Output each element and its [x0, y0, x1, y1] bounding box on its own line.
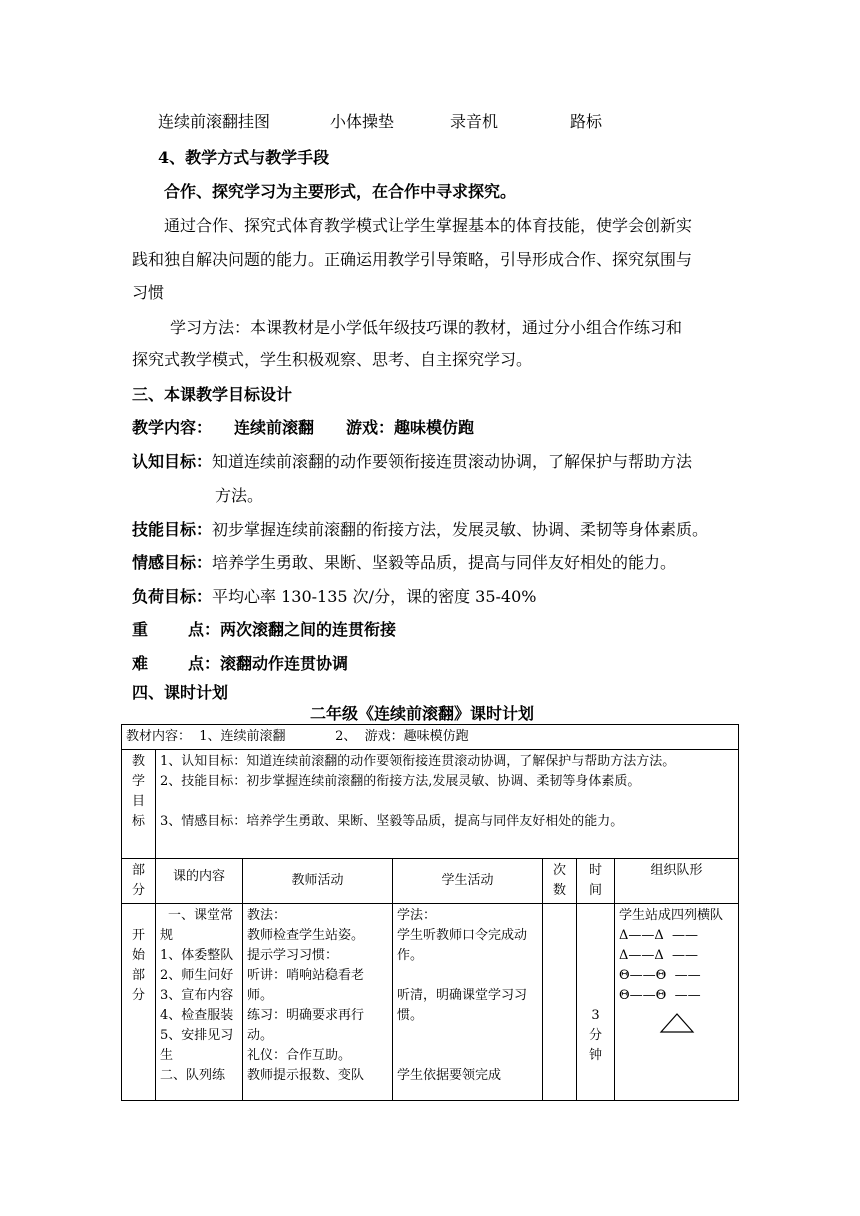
- section-heading: 4、教学方式与教学手段: [158, 148, 330, 167]
- content-item: 连续前滚翻: [234, 418, 315, 437]
- header-part: [122, 859, 156, 904]
- material-cell: 教材内容： 1、连续前滚翻 2、 游戏：趣味模仿跑: [122, 725, 739, 750]
- key-point-text: 两次滚翻之间的连贯衔接: [220, 620, 397, 639]
- goal-item: 1、认知目标：知道连续前滚翻的动作要领衔接连贯滚动协调，了解保护与帮助方法方法。: [160, 754, 676, 769]
- bold-statement: 合作、探究学习为主要形式，在合作中寻求探究。: [164, 182, 517, 201]
- goal-label-char: 目: [131, 794, 145, 809]
- equipment-item: 录音机: [450, 112, 499, 131]
- key-point-label: 重: [132, 620, 149, 639]
- table-row: [122, 904, 739, 1101]
- section-heading: 四、课时计划: [132, 683, 229, 702]
- teacher-line: 礼仪：合作互助。: [247, 1048, 352, 1063]
- table-row: [122, 750, 739, 859]
- equipment-line: [158, 112, 603, 132]
- content-cell: [156, 904, 243, 1101]
- part-char: 始: [131, 948, 145, 963]
- key-point-label: 点：: [188, 620, 221, 639]
- goal-label-cell: [122, 750, 156, 859]
- goal-text: 平均心率 130-135 次/分，课的密度 35-40%: [212, 587, 537, 606]
- goal-item: 3、情感目标：培养学生勇敢、果断、坚毅等品质，提高与同伴友好相处的能力。: [160, 814, 624, 829]
- table-header-row: [122, 859, 739, 904]
- paragraph-line: 学习方法：本课教材是小学低年级技巧课的教材，通过分小组合作练习和: [170, 318, 683, 337]
- goal-label: 情感目标：: [132, 553, 213, 572]
- content-line: [132, 418, 475, 438]
- goal-continuation: 方法。: [215, 486, 264, 505]
- content-label: 教学内容：: [132, 418, 213, 437]
- goal-label-char: 教: [131, 754, 145, 769]
- goal-text-cell: [156, 750, 739, 859]
- goal-line: [132, 553, 676, 573]
- header-teacher: 教师活动: [243, 859, 393, 904]
- goal-label: 认知目标：: [132, 452, 213, 471]
- teacher-line: 提示学习习惯：: [247, 948, 339, 963]
- header-char: 时: [588, 863, 602, 878]
- teacher-line: 教师检查学生站姿。: [247, 928, 365, 943]
- teacher-line: 练习：明确要求再行动。: [247, 1008, 365, 1043]
- paragraph-line: 通过合作、探究式体育教学模式让学生掌握基本的体育技能，使学会创新实: [164, 216, 693, 235]
- paragraph-line: 习惯: [132, 283, 165, 302]
- goal-label: 技能目标：: [132, 520, 213, 539]
- student-cell: [393, 904, 543, 1101]
- goal-label-char: 学: [131, 774, 145, 789]
- header-student: 学生活动: [393, 859, 543, 904]
- student-line: 学法：: [397, 908, 437, 923]
- content-item: 游戏：趣味模仿跑: [346, 418, 475, 437]
- goal-text: 知道连续前滚翻的动作要领衔接连贯滚动协调，了解保护与帮助方法: [212, 452, 693, 471]
- header-times: [543, 859, 577, 904]
- header-char: 间: [588, 883, 602, 898]
- table-row: [122, 725, 739, 750]
- student-line: 学生依据要领完成: [397, 1068, 502, 1083]
- part-cell: [122, 904, 156, 1101]
- content-item: 4、检查服装: [160, 1008, 234, 1023]
- equipment-item: 路标: [570, 112, 603, 131]
- part-char: 部: [131, 968, 145, 983]
- student-line: 听清，明确课堂学习习惯。: [397, 988, 528, 1023]
- teacher-cell: [243, 904, 393, 1101]
- teacher-line: 听讲：哨响站稳看老师。: [247, 968, 365, 1003]
- teacher-line: 教法：: [247, 908, 287, 923]
- table-title: 二年级《连续前滚翻》课时计划: [310, 704, 535, 723]
- difficulty-label: 点：: [188, 654, 221, 673]
- content-item: 3、宣布内容: [160, 988, 234, 1003]
- header-char: 部: [131, 863, 145, 878]
- part-char: 分: [131, 988, 145, 1003]
- student-line: [397, 1026, 538, 1066]
- header-content: 课的内容: [156, 859, 243, 904]
- formation-row: Δ——Δ ——: [619, 948, 699, 963]
- paragraph-line: 探究式教学模式，学生积极观察、思考、自主探究学习。: [132, 350, 533, 369]
- time-cell: [577, 904, 615, 1101]
- header-formation: 组织队形: [615, 859, 739, 904]
- equipment-item: 小体操垫: [330, 112, 395, 131]
- content-item: 2、师生问好: [160, 968, 234, 983]
- header-char: 分: [131, 883, 145, 898]
- difficulty-label: 难: [132, 654, 149, 673]
- formation-row: Θ——Θ ——: [619, 968, 701, 983]
- time-char: 3: [591, 1008, 600, 1023]
- content-item: 一、课堂常规: [160, 908, 234, 943]
- key-point-line: [132, 620, 397, 640]
- content-item: 1、体委整队: [160, 948, 234, 963]
- header-time: [577, 859, 615, 904]
- time-char: 钟: [588, 1048, 602, 1063]
- goal-line: [132, 520, 708, 540]
- teacher-position-triangle-icon: [659, 1012, 695, 1034]
- section-heading: 三、本课教学目标设计: [132, 385, 293, 404]
- header-char: 数: [552, 883, 566, 898]
- times-cell: [543, 904, 577, 1101]
- goal-label: 负荷目标：: [132, 587, 213, 606]
- header-char: 次: [552, 863, 566, 878]
- lesson-plan-table: [121, 724, 739, 1101]
- difficulty-text: 滚翻动作连贯协调: [220, 654, 349, 673]
- student-line: [397, 966, 538, 986]
- formation-title: 学生站成四列横队: [619, 908, 724, 923]
- goal-item: 2、技能目标：初步掌握连续前滚翻的衔接方法,发展灵敏、协调、柔韧等身体素质。: [160, 774, 641, 789]
- formation-row: Δ——Δ ——: [619, 928, 699, 943]
- content-item: 二、队列练: [160, 1068, 226, 1083]
- time-char: 分: [588, 1028, 602, 1043]
- formation-cell: [615, 904, 739, 1101]
- goal-line: [132, 587, 536, 607]
- formation-row: Θ——Θ ——: [619, 988, 701, 1003]
- equipment-item: 连续前滚翻挂图: [158, 112, 271, 131]
- content-item: 5、安排见习生: [160, 1028, 234, 1063]
- paragraph-line: 践和独自解决问题的能力。正确运用教学引导策略，引导形成合作、探究氛围与: [132, 250, 693, 269]
- goal-label-char: 标: [131, 814, 145, 829]
- goal-text: 培养学生勇敢、果断、坚毅等品质，提高与同伴友好相处的能力。: [212, 553, 677, 572]
- teacher-line: 教师提示报数、变队: [247, 1068, 365, 1083]
- goal-line: [132, 452, 692, 472]
- difficulty-line: [132, 654, 349, 674]
- part-char: 开: [131, 928, 145, 943]
- student-line: 学生听教师口令完成动作。: [397, 928, 528, 963]
- goal-text: 初步掌握连续前滚翻的衔接方法，发展灵敏、协调、柔韧等身体素质。: [212, 520, 709, 539]
